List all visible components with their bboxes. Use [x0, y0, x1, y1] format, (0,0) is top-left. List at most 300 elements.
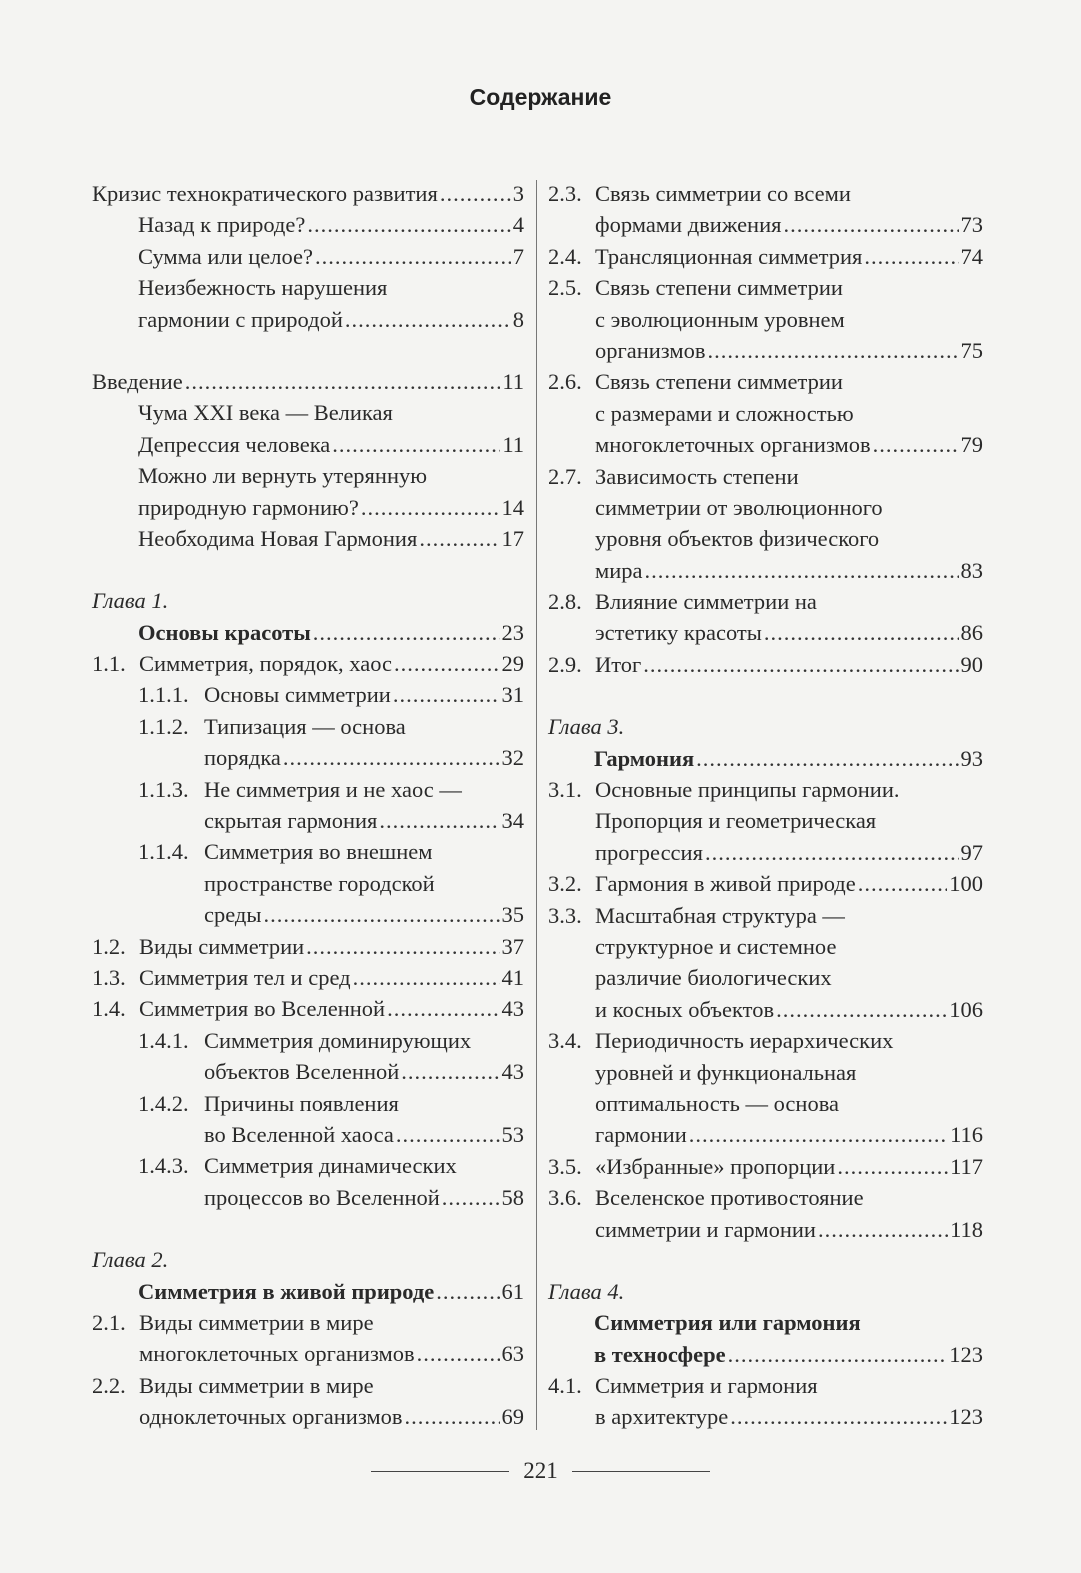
leader-dots	[405, 1401, 500, 1432]
toc-entry[interactable]	[92, 1276, 524, 1307]
toc-entry-title: Назад к природе?	[138, 212, 306, 238]
toc-entry-title: Можно ли вернуть утерянную	[138, 463, 428, 489]
toc-page-number: 4	[512, 212, 524, 238]
toc-line	[92, 962, 524, 993]
toc-line	[548, 931, 983, 962]
leader-dots	[419, 523, 499, 554]
toc-line	[548, 1307, 983, 1338]
toc-entry-title: Введение	[92, 368, 183, 394]
leader-dots	[873, 429, 959, 460]
toc-line	[548, 837, 983, 868]
toc-entry-number: 2.1.	[92, 1309, 126, 1335]
toc-page-number: 61	[501, 1278, 524, 1304]
toc-entry-number: 1.1.1.	[138, 682, 189, 708]
toc-entry-title: Не симметрия и не хаос —	[204, 776, 462, 802]
toc-right-column	[548, 178, 983, 1433]
toc-entry-number: 4.1.	[548, 1373, 582, 1399]
toc-line	[548, 272, 983, 303]
toc-line	[548, 241, 983, 272]
toc-page-number: 34	[501, 808, 524, 834]
toc-line	[548, 304, 983, 335]
toc-entry-title: Симметрия или гармония	[594, 1310, 861, 1336]
toc-entry-number: 1.1.2.	[138, 713, 189, 739]
column-divider	[536, 180, 537, 1430]
toc-line	[92, 1276, 524, 1307]
toc-line	[548, 335, 983, 366]
toc-entry-title: с эволюционным уровнем	[595, 306, 845, 332]
toc-line	[548, 1057, 983, 1088]
leader-dots	[313, 617, 500, 648]
toc-entry-title: Симметрия тел и сред	[139, 964, 351, 990]
leader-dots	[264, 899, 500, 930]
toc-line	[92, 742, 524, 773]
toc-entry-title: прогрессия	[595, 839, 703, 865]
toc-page-number: 123	[949, 1404, 983, 1430]
toc-entry-number: 3.5.	[548, 1153, 582, 1179]
toc-entry-title: мира	[595, 557, 643, 583]
toc-line	[548, 1088, 983, 1119]
leader-dots	[705, 837, 959, 868]
toc-entry-number: 1.1.	[92, 651, 126, 677]
toc-entry[interactable]	[92, 711, 524, 774]
toc-line	[92, 836, 524, 867]
toc-line	[548, 1276, 983, 1307]
toc-line	[92, 1244, 524, 1275]
leader-dots	[776, 994, 947, 1025]
toc-page-number: 116	[950, 1122, 983, 1148]
toc-line	[92, 209, 524, 240]
toc-entry-number: 2.3.	[548, 181, 582, 206]
toc-line	[548, 900, 983, 931]
leader-dots	[387, 993, 499, 1024]
toc-gap	[92, 335, 524, 366]
toc-entry-title: симметрии и гармонии	[595, 1216, 816, 1242]
toc-entry-title: среды	[204, 902, 262, 928]
toc-line	[548, 209, 983, 240]
leader-dots	[283, 742, 500, 773]
toc-entry-title: порядка	[204, 745, 281, 771]
footer-rule-left	[371, 1471, 509, 1472]
toc-entry[interactable]	[92, 1088, 524, 1151]
toc-entry[interactable]	[92, 1025, 524, 1088]
toc-entry-number: 3.1.	[548, 777, 582, 803]
toc-entry-number: 1.1.3.	[138, 776, 189, 802]
toc-entry-title: Основные принципы гармонии.	[595, 777, 900, 803]
toc-line	[92, 1119, 524, 1150]
leader-dots	[707, 335, 958, 366]
toc-line	[92, 1370, 524, 1401]
toc-line	[548, 711, 983, 742]
toc-entry-title: Влияние симметрии на	[595, 589, 817, 615]
toc-entry[interactable]	[92, 397, 524, 460]
toc-entry-title: многоклеточных организмов	[139, 1341, 415, 1367]
toc-entry[interactable]	[92, 774, 524, 837]
toc-line	[548, 523, 983, 554]
toc-line	[92, 774, 524, 805]
toc-entry-title: Неизбежность нарушения	[138, 275, 388, 301]
toc-entry-number: 3.6.	[548, 1185, 582, 1211]
toc-line	[548, 774, 983, 805]
chapter-label: Глава 1.	[92, 588, 169, 614]
toc-page-number: 58	[501, 1184, 524, 1210]
toc-entry-title: Виды симметрии	[139, 933, 305, 959]
toc-line	[548, 868, 983, 899]
toc-entry[interactable]	[92, 679, 524, 710]
toc-entry-number: 3.3.	[548, 902, 582, 928]
page-footer	[0, 1458, 1081, 1484]
toc-entry-title: Симметрия в живой природе	[138, 1278, 435, 1304]
toc-page-number: 17	[501, 525, 524, 551]
toc-line	[92, 648, 524, 679]
toc-line	[548, 429, 983, 460]
toc-page-number: 43	[501, 1059, 524, 1085]
leader-dots	[645, 555, 959, 586]
toc-entry-title: уровней и функциональная	[595, 1059, 857, 1085]
toc-entry-title: Симметрия во Вселенной	[139, 996, 386, 1022]
toc-line	[92, 397, 524, 428]
toc-line	[548, 1370, 983, 1401]
toc-entry-number: 1.1.4.	[138, 839, 189, 865]
toc-entry[interactable]	[548, 461, 983, 587]
toc-entry-title: Вселенское противостояние	[595, 1185, 864, 1211]
toc-entry-title: Симметрия динамических	[204, 1153, 457, 1179]
toc-entry-title: оптимальность — основа	[595, 1090, 840, 1116]
toc-entry[interactable]	[548, 1182, 983, 1245]
toc-entry-title: процессов во Вселенной	[204, 1184, 440, 1210]
toc-entry-title: Симметрия во внешнем	[204, 839, 433, 865]
toc-entry-number: 1.4.2.	[138, 1090, 189, 1116]
toc-entry-title: во Вселенной хаоса	[204, 1121, 394, 1147]
leader-dots	[307, 209, 510, 240]
toc-entry-number: 2.6.	[548, 369, 582, 395]
toc-line	[92, 1150, 524, 1181]
toc-entry-title: Связь симметрии со всеми	[595, 181, 851, 206]
chapter-label: Глава 4.	[548, 1278, 625, 1304]
toc-chapter-label[interactable]	[92, 585, 524, 616]
toc-page-number: 43	[501, 996, 524, 1022]
toc-page-number: 69	[501, 1404, 524, 1430]
toc-page-number: 37	[501, 933, 524, 959]
toc-entry[interactable]	[548, 868, 983, 899]
toc-entry-title: Чума XXI века — Великая	[138, 400, 393, 426]
toc-chapter-label[interactable]	[92, 1244, 524, 1275]
toc-entry[interactable]	[548, 1307, 983, 1370]
toc-entry-number: 2.9.	[548, 651, 582, 677]
toc-entry-title: гармонии с природой	[138, 306, 343, 332]
toc-entry[interactable]	[92, 1150, 524, 1213]
toc-entry-title: Причины появления	[204, 1090, 399, 1116]
toc-entry[interactable]	[92, 209, 524, 240]
toc-entry[interactable]	[548, 366, 983, 460]
toc-entry[interactable]	[548, 241, 983, 272]
leader-dots	[643, 649, 958, 680]
toc-entry-title: Итог	[595, 651, 642, 677]
toc-entry-number: 2.2.	[92, 1372, 126, 1398]
toc-entry-number: 2.8.	[548, 589, 582, 615]
toc-entry-title: Основы красоты	[138, 619, 311, 645]
toc-page-number: 97	[960, 839, 983, 865]
leader-dots	[401, 1056, 499, 1087]
toc-entry[interactable]	[92, 1307, 524, 1370]
toc-line	[92, 617, 524, 648]
toc-entry-title: уровня объектов физического	[595, 526, 880, 552]
toc-entry-title: Симметрия, порядок, хаос	[139, 651, 393, 677]
toc-line	[92, 523, 524, 554]
toc-page-number: 86	[960, 620, 983, 646]
toc-entry[interactable]	[548, 1025, 983, 1151]
toc-entry[interactable]	[548, 1370, 983, 1433]
toc-entry[interactable]	[92, 962, 524, 993]
toc-line	[92, 460, 524, 491]
toc-entry-title: Симметрия и гармония	[595, 1373, 818, 1399]
toc-page-number: 29	[501, 651, 524, 677]
page-title: Содержание	[469, 84, 612, 110]
toc-line	[548, 743, 983, 774]
leader-dots	[728, 1339, 948, 1370]
toc-line	[92, 1025, 524, 1056]
toc-entry[interactable]	[92, 648, 524, 679]
leader-dots	[394, 648, 499, 679]
toc-line	[92, 429, 524, 460]
toc-chapter-label[interactable]	[548, 1276, 983, 1307]
toc-entry[interactable]	[92, 617, 524, 648]
toc-page-number: 11	[502, 368, 524, 394]
toc-entry[interactable]	[92, 993, 524, 1024]
leader-dots	[345, 304, 511, 335]
toc-gap	[548, 680, 983, 711]
leader-dots	[864, 241, 958, 272]
leader-dots	[332, 429, 500, 460]
toc-entry[interactable]	[548, 1151, 983, 1182]
toc-entry-title: Кризис технократического развития	[92, 181, 438, 206]
toc-line	[92, 1338, 524, 1369]
toc-line	[548, 492, 983, 523]
toc-entry[interactable]	[548, 649, 983, 680]
toc-page-number: 14	[501, 494, 524, 520]
toc-entry-title: эстетику красоты	[595, 620, 762, 646]
toc-entry-number: 2.7.	[548, 463, 582, 489]
leader-dots	[417, 1338, 500, 1369]
leader-dots	[818, 1214, 948, 1245]
toc-line	[92, 1307, 524, 1338]
toc-entry-number: 3.4.	[548, 1028, 582, 1054]
toc-entry-title: Периодичность иерархических	[595, 1028, 894, 1054]
toc-entry-title: «Избранные» пропорции	[595, 1153, 836, 1179]
toc-page-number: 53	[501, 1121, 524, 1147]
toc-entry-title: Связь степени симметрии	[595, 275, 843, 301]
toc-gap	[92, 1213, 524, 1244]
toc-entry[interactable]	[548, 774, 983, 868]
toc-entry[interactable]	[548, 178, 983, 241]
toc-line	[548, 178, 983, 209]
toc-entry-title: одноклеточных организмов	[139, 1404, 403, 1430]
toc-entry[interactable]	[92, 178, 524, 209]
toc-entry-title: Зависимость степени	[595, 463, 799, 489]
toc-gap	[92, 554, 524, 585]
toc-line	[92, 178, 524, 209]
toc-line	[548, 1339, 983, 1370]
toc-line	[548, 994, 983, 1025]
toc-line	[92, 1088, 524, 1119]
toc-page-number: 41	[501, 964, 524, 990]
toc-page-number: 73	[960, 212, 983, 238]
leader-dots	[730, 1401, 947, 1432]
toc-entry-title: различие биологических	[595, 965, 832, 991]
chapter-label: Глава 2.	[92, 1247, 169, 1273]
leader-dots	[764, 617, 959, 648]
toc-entry-title: с размерами и сложностью	[595, 400, 854, 426]
leader-dots	[436, 1276, 499, 1307]
toc-line	[548, 461, 983, 492]
toc-line	[92, 679, 524, 710]
toc-entry-title: Гармония	[594, 745, 695, 771]
toc-line	[92, 1401, 524, 1432]
toc-line	[92, 1056, 524, 1087]
toc-page-number: 123	[949, 1341, 983, 1367]
leader-dots	[696, 743, 958, 774]
leader-dots	[393, 679, 500, 710]
leader-dots	[837, 1151, 948, 1182]
toc-entry-title: Типизация — основа	[204, 713, 406, 739]
toc-line	[92, 304, 524, 335]
toc-line	[92, 585, 524, 616]
toc-entry-title: Виды симметрии в мире	[139, 1309, 374, 1335]
toc-page-number: 35	[501, 902, 524, 928]
leader-dots	[442, 1182, 500, 1213]
toc-line	[548, 1025, 983, 1056]
toc-entry[interactable]	[548, 272, 983, 366]
toc-entry[interactable]	[92, 931, 524, 962]
toc-entry[interactable]	[92, 523, 524, 554]
toc-entry-title: Гармония в живой природе	[595, 871, 856, 897]
toc-entry[interactable]	[92, 460, 524, 523]
toc-entry-title: формами движения	[595, 212, 782, 238]
toc-entry-title: объектов Вселенной	[204, 1059, 400, 1085]
toc-page-number: 106	[949, 996, 983, 1022]
toc-entry[interactable]	[548, 586, 983, 649]
toc-line	[92, 272, 524, 303]
toc-entry-title: Масштабная структура —	[595, 902, 845, 928]
leader-dots	[185, 366, 501, 397]
toc-left-column	[92, 178, 524, 1432]
toc-entry[interactable]	[92, 1370, 524, 1433]
toc-entry-title: многоклеточных организмов	[595, 432, 871, 458]
leader-dots	[396, 1119, 500, 1150]
toc-page-number: 83	[960, 557, 983, 583]
toc-entry-title: Депрессия человека	[138, 431, 331, 457]
toc-line	[92, 931, 524, 962]
toc-entry-title: симметрии от эволюционного	[595, 494, 883, 520]
toc-entry-title: организмов	[595, 337, 706, 363]
toc-entry-title: гармонии	[595, 1122, 687, 1148]
leader-dots	[858, 868, 948, 899]
toc-page-number: 3	[512, 181, 524, 206]
toc-entry-title: Связь степени симметрии	[595, 369, 843, 395]
toc-entry-title: Симметрия доминирующих	[204, 1027, 472, 1053]
toc-line	[92, 805, 524, 836]
toc-entry-title: в архитектуре	[595, 1404, 729, 1430]
toc-page-number: 31	[501, 682, 524, 708]
toc-entry-title: в техносфере	[594, 1341, 726, 1367]
toc-entry-title: Сумма или целое?	[138, 243, 314, 269]
toc-page-number: 93	[960, 745, 983, 771]
toc-line	[548, 962, 983, 993]
leader-dots	[379, 805, 499, 836]
toc-page-number: 100	[949, 871, 983, 897]
toc-page-number: 32	[501, 745, 524, 771]
page-number: 221	[523, 1458, 558, 1483]
toc-line	[92, 711, 524, 742]
toc-line	[548, 366, 983, 397]
toc-line	[92, 899, 524, 930]
toc-entry-title: Основы симметрии	[204, 682, 391, 708]
toc-line	[548, 1182, 983, 1213]
toc-page-number: 118	[950, 1216, 983, 1242]
toc-entry[interactable]	[92, 836, 524, 930]
toc-line	[548, 555, 983, 586]
toc-entry[interactable]	[548, 743, 983, 774]
toc-line	[92, 868, 524, 899]
toc-line	[548, 1119, 983, 1150]
toc-page-number: 90	[960, 651, 983, 677]
toc-page-number: 117	[950, 1153, 983, 1179]
toc-line	[548, 805, 983, 836]
toc-line	[92, 366, 524, 397]
toc-line	[548, 1214, 983, 1245]
chapter-label: Глава 3.	[548, 714, 625, 740]
leader-dots	[361, 492, 500, 523]
toc-entry-title: Необходима Новая Гармония	[138, 525, 418, 551]
toc-page-number: 7	[512, 243, 524, 269]
toc-entry[interactable]	[92, 272, 524, 335]
toc-line	[92, 993, 524, 1024]
leader-dots	[353, 962, 500, 993]
toc-line	[548, 1401, 983, 1432]
toc-line	[92, 492, 524, 523]
toc-chapter-label[interactable]	[548, 711, 983, 742]
leader-dots	[306, 931, 499, 962]
toc-page-number: 23	[501, 619, 524, 645]
toc-page-number: 75	[960, 337, 983, 363]
toc-entry-title: Пропорция и геометрическая	[595, 808, 877, 834]
toc-line	[92, 1182, 524, 1213]
leader-dots	[315, 241, 511, 272]
toc-page-number: 11	[502, 431, 524, 457]
toc-entry-number: 1.4.3.	[138, 1153, 189, 1179]
toc-line	[548, 617, 983, 648]
toc-entry-number: 1.4.	[92, 996, 126, 1022]
toc-entry-title: скрытая гармония	[204, 808, 378, 834]
leader-dots	[689, 1119, 948, 1150]
toc-entry-number: 1.2.	[92, 933, 126, 959]
toc-entry-title: структурное и системное	[595, 933, 837, 959]
toc-page-number: 8	[512, 306, 524, 332]
toc-page-number: 79	[960, 432, 983, 458]
toc-entry-title: и косных объектов	[595, 996, 775, 1022]
toc-entry-title: Виды симметрии в мире	[139, 1372, 374, 1398]
toc-entry-number: 1.4.1.	[138, 1027, 189, 1053]
toc-page-number: 63	[501, 1341, 524, 1367]
toc-entry[interactable]	[92, 366, 524, 397]
footer-rule-right	[572, 1471, 710, 1472]
toc-line	[548, 649, 983, 680]
toc-entry-number: 3.2.	[548, 871, 582, 897]
toc-entry[interactable]	[92, 241, 524, 272]
toc-entry[interactable]	[548, 900, 983, 1026]
toc-entry-title: природную гармонию?	[138, 494, 359, 520]
toc-gap	[548, 1245, 983, 1276]
toc-line	[92, 241, 524, 272]
